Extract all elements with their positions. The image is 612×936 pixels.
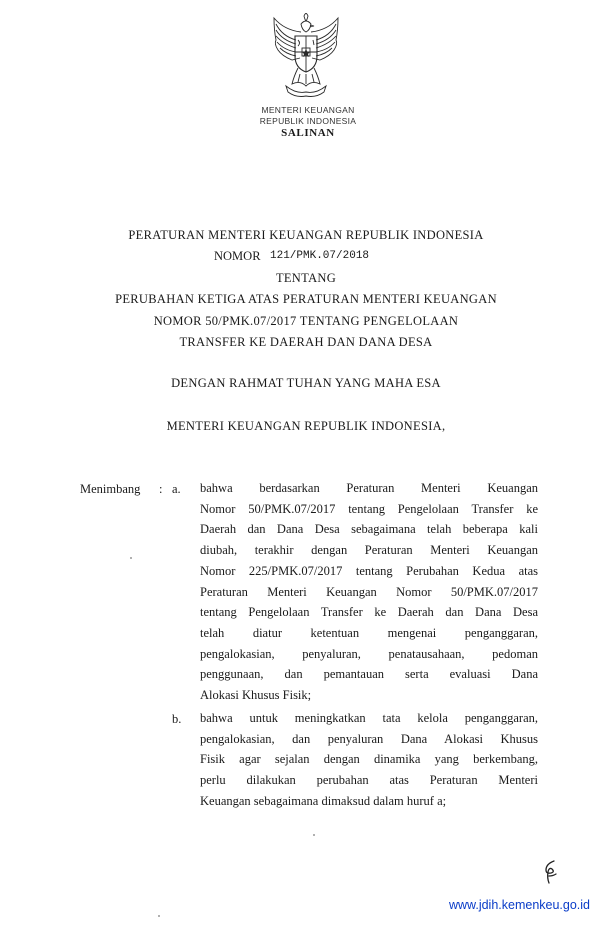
regulation-number-row: [214, 249, 370, 264]
issuer-line: MENTERI KEUANGAN REPUBLIK INDONESIA,: [166, 419, 446, 433]
institution-line-2: REPUBLIK INDONESIA: [259, 116, 357, 126]
item-letter-b: b.: [172, 712, 182, 726]
item-line: pengalokasian, dan penyaluran Dana Alokasi Khusus: [200, 731, 538, 746]
item-line: tentang Pengelolaan Transfer ke Daerah dan Dana Desa: [200, 605, 538, 620]
considering-colon: :: [159, 482, 163, 496]
item-line: perlu dilakukan perubahan atas Peraturan Menteri: [200, 773, 538, 788]
garuda-emblem-icon: [268, 10, 344, 100]
about-heading: TENTANG: [275, 271, 337, 285]
item-line: Alokasi Khusus Fisik;: [200, 688, 312, 703]
regulation-title: PERATURAN MENTERI KEUANGAN REPUBLIK INDONESIA: [128, 228, 484, 242]
item-line: Daerah dan Dana Desa sebagaimana telah beberapa kali: [200, 522, 538, 537]
jdih-website-link[interactable]: www.jdih.kemenkeu.go.id: [448, 898, 590, 912]
item-letter-a: a.: [172, 482, 181, 496]
item-line: Nomor 225/PMK.07/2017 tentang Perubahan Kedua atas: [200, 563, 538, 578]
subject-line: TRANSFER KE DAERAH DAN DANA DESA: [179, 335, 433, 349]
item-line: telah diatur ketentuan mengenai penganggaran,: [200, 625, 538, 640]
item-line: Peraturan Menteri Keuangan Nomor 50/PMK.07/2017: [200, 584, 538, 599]
item-line: bahwa berdasarkan Peraturan Menteri Keuangan: [200, 481, 538, 495]
institution-line-1: MENTERI KEUANGAN: [261, 105, 355, 115]
item-line: penggunaan, dan pemantauan serta evaluasi Dana: [200, 667, 538, 682]
copy-mark: SALINAN: [281, 127, 335, 139]
considering-item-a: [200, 478, 538, 706]
considering-label: Menimbang: [80, 482, 141, 496]
subject-line: PERUBAHAN KETIGA ATAS PERATURAN MENTERI KEUANGAN: [115, 292, 497, 306]
item-line: Nomor 50/PMK.07/2017 tentang Pengelolaan Transfer ke: [200, 501, 538, 516]
blessing-line: DENGAN RAHMAT TUHAN YANG MAHA ESA: [171, 376, 441, 390]
considering-item-b: [200, 708, 538, 812]
scan-speck: [130, 557, 132, 559]
initial-paraf-icon: [540, 858, 562, 886]
item-line: pengalokasian, penyaluran, penatausahaan, pedoman: [200, 646, 538, 661]
subject-line: NOMOR 50/PMK.07/2017 TENTANG PENGELOLAAN: [153, 314, 459, 328]
item-line: diubah, terakhir dengan Peraturan Menteri Keuangan: [200, 543, 538, 558]
item-line: bahwa untuk meningkatkan tata kelola penganggaran,: [200, 711, 538, 725]
item-line: Fisik agar sejalan dengan dinamika yang berkembang,: [200, 752, 538, 767]
scan-speck: [158, 915, 160, 917]
scan-speck: [313, 834, 315, 836]
item-line: Keuangan sebagaimana dimaksud dalam huruf a;: [200, 793, 447, 808]
number-value: 121/PMK.07/2018: [270, 250, 370, 262]
number-label: NOMOR: [214, 249, 261, 263]
